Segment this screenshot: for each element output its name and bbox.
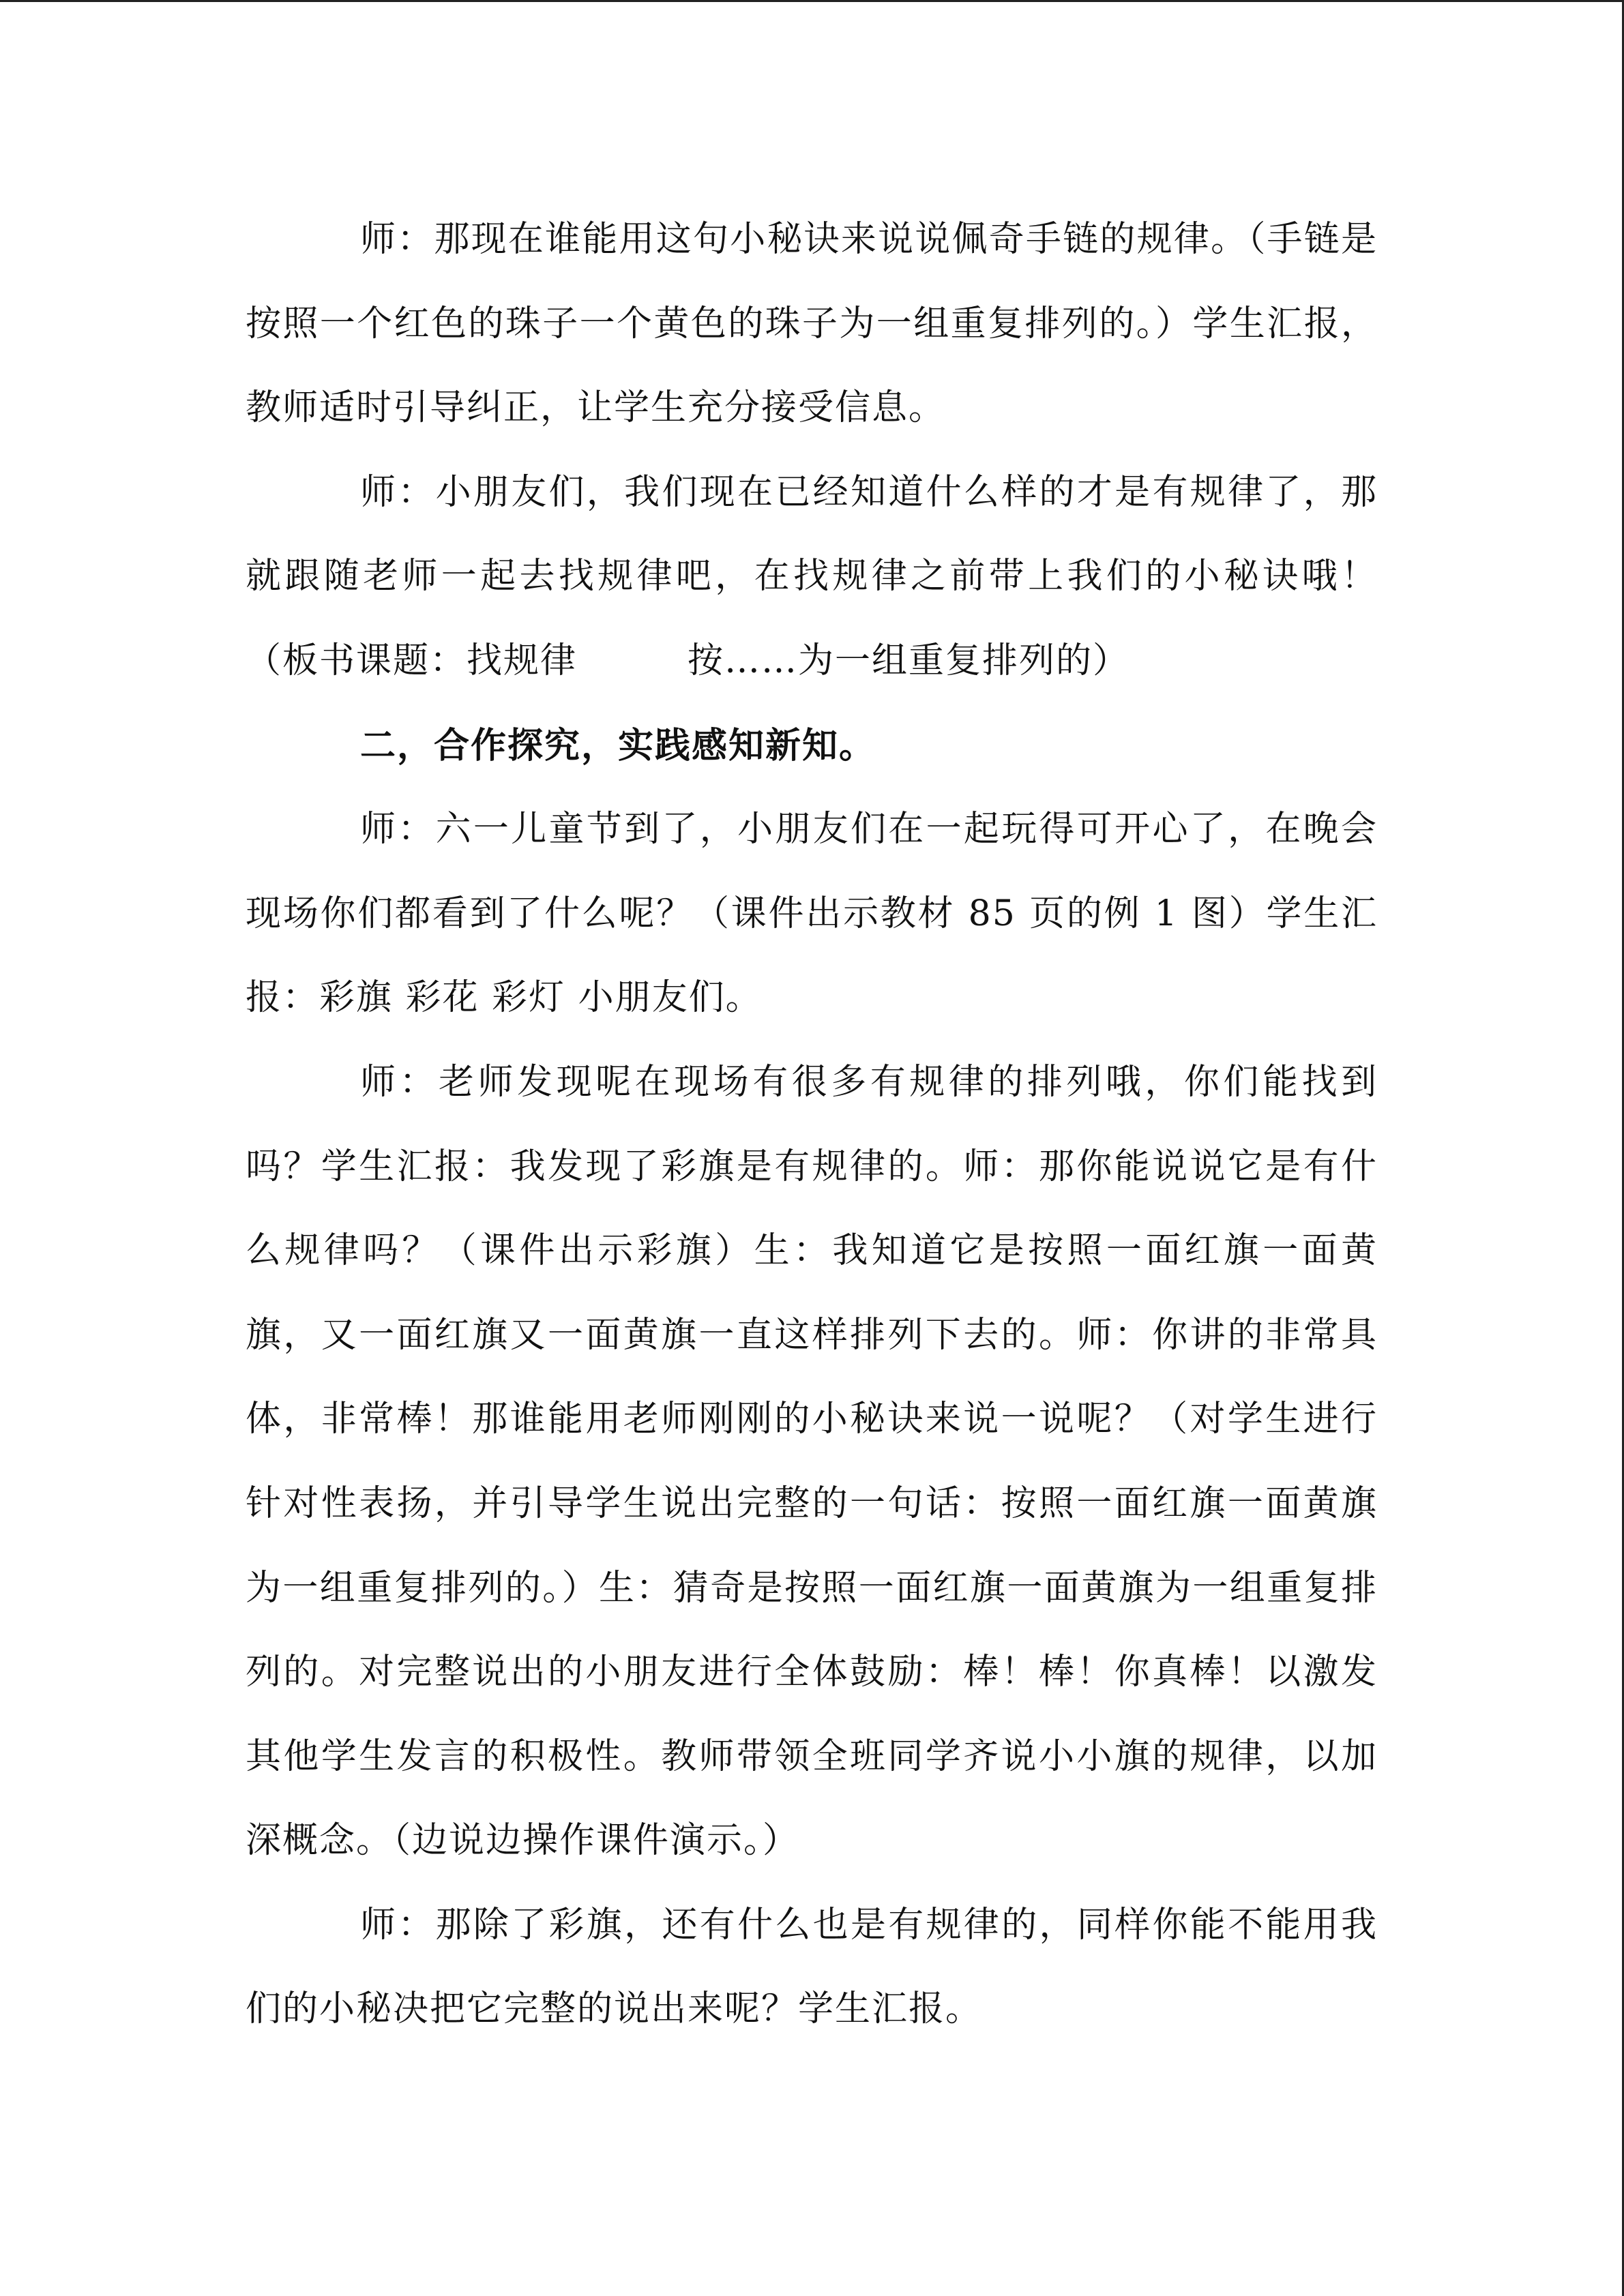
paragraph-other-patterns: 师：那除了彩旗，还有什么也是有规律的，同样你能不能用我们的小秘决把它完整的说出来呢？学生汇报。 bbox=[246, 1904, 1378, 2030]
paragraph-teacher-intro-topic: 师：小朋友们，我们现在已经知道什么样的才是有规律了，那就跟随老师一起去找规律吧，在找规律之前带上我们的小秘诀哦！（板书课题：找规律 按……为一组重复排列的） bbox=[246, 471, 1378, 681]
paragraph-teacher-bracelet: 师：那现在谁能用这句小秘诀来说说佩奇手链的规律。（手链是按照一个红色的珠子一个黄色的珠子为一组重复排列的。）学生汇报，教师适时引导纠正，让学生充分接受信息。 bbox=[246, 219, 1378, 429]
document-body bbox=[246, 198, 1378, 2052]
paragraph-childrens-day: 师：六一儿童节到了，小朋友们在一起玩得可开心了，在晚会现场你们都看到了什么呢？（课件出示教材 85 页的例 1 图）学生汇报：彩旗 彩花 彩灯 小朋友们。 bbox=[246, 809, 1378, 1019]
section-heading: 二，合作探究，实践感知新知。 bbox=[360, 724, 876, 766]
paragraph-flags-pattern: 师：老师发现呢在现场有很多有规律的排列哦，你们能找到吗？学生汇报：我发现了彩旗是有规律的。师：那你能说说它是有什么规律吗？（课件出示彩旗）生：我知道它是按照一面红旗一面黄旗，又一面红旗又一面黄旗一直这样排列下去的。师：你讲的非常具体，非常棒！那谁能用老师刚刚的小秘诀来说一说呢？（对学生进行针对性表扬，并引导学生说出完整的一句话：按照一面红旗一面黄旗为一组重复排列的。）生：猜奇是按照一面红旗一面黄旗为一组重复排列的。对完整说出的小朋友进行全体鼓励：棒！棒！你真棒！以激发其他学生发言的积极性。教师带领全班同学齐说小小旗的规律，以加深概念。（边说边操作课件演示。） bbox=[246, 1061, 1378, 1862]
